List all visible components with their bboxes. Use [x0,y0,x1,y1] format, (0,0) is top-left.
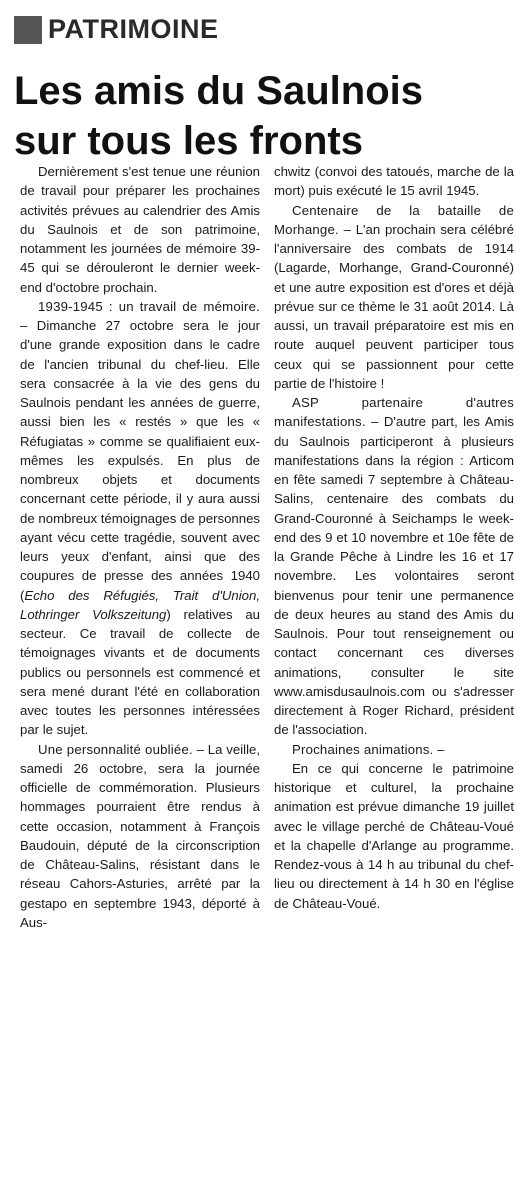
subhead-memoire: 1939-1945 : un travail de mémoire. [38,298,260,314]
paragraph-personnalite [20,740,260,933]
headline-line-2: sur tous les fronts [14,119,363,163]
text-personnalite: – La veille, samedi 26 octobre, sera la journée officielle de commémoration. Plusieurs hommages pourraient être rendus à cette occasion, notamment à François Baudouin, député de la circonscription de Château-Salins, résistant dans le réseau Cahors-Asturies, arrêté par la gestapo en septembre 1943, déporté à Aus- [20,741,260,930]
subhead-centenaire: Centenaire de la bataille de Morhange. [274,202,514,237]
paragraph-patrimoine: En ce qui concerne le patrimoine historique et culturel, la prochaine animation est prévue dimanche 19 juillet avec le village perché de Château-Voué et la chapelle d'Arlange au programme. Rendez-vous à 14 h au tribunal du chef-lieu ou directement à 14 h 30 en l'église de Château-Voué. [274,760,514,911]
subhead-animations: Prochaines animations. [292,741,434,757]
headline-line-1: Les amis du Saulnois [14,69,424,113]
section-rubric [14,14,219,45]
rubric-block-icon [14,16,42,44]
headline [14,66,514,166]
paragraph-memoire [20,297,260,740]
text-memoire-b: ) relatives au secteur. Ce travail de collecte de témoignages vivants et de documents publics ou personnels est commencé et sera mené durant l'été en collaboration avec toutes les personnes intéressées par le sujet. [20,606,260,738]
paragraph-partenaire [274,393,514,740]
text-centenaire: – L'an prochain sera célébré l'anniversaire des combats de 1914 (Lagarde, Morhange, Grand-Couronné) et une autre exposition est d'ores et déjà prévue sur ce thème le 31 août 2014. Là aussi, un travail préparatoire est mis en route auquel peuvent participer tous ceux qui se passionnent pour cette partie de l'histoire ! [274,221,514,391]
text-animations-dash: – [433,741,445,757]
article-column-right [274,162,514,913]
text-memoire-titles: Echo des Réfugiés, Trait d'Union, Lothringer Volkszeitung [20,587,260,622]
article-column-left [20,162,260,932]
text-partenaire: – D'autre part, les Amis du Saulnois participeront à plusieurs manifestations dans la région : Articom en fête samedi 7 septembre à Château-Salins, centenaire des combats du Grand-Couronné à Seichamps le week-end des 9 et 10 novembre et 10e fête de la Grande Pêche à Lindre les 16 et 17 novembre. Les volontaires seront bienvenus pour tenir une permanence de deux heures au stand des Amis du Saulnois. Pour tout renseignement ou contact concernant ces diverses animations, consulter le site www.amisdusaulnois.com ou s'adresser directement à Roger Richard, président de l'association. [274,414,514,738]
paragraph-continuation: chwitz (convoi des tatoués, marche de la mort) puis exécuté le 15 avril 1945. [274,164,514,199]
paragraph-centenaire [274,201,514,394]
text-memoire-a: – Dimanche 27 octobre sera le jour d'une grande exposition dans le cadre de l'ancien tribunal du chef-lieu. Elle sera consacrée à la vie des gens du Saulnois pendant les années de guerre, aussi bien les « restés » que les « Réfugiatas » comme se qualifiaient eux-mêmes les expulsés. En plus de nombreux objets et documents concernant cette période, il y aura aussi de nombreux témoignages de personnes ayant vécu cette tragédie, souvent avec leurs yeux d'enfant, ainsi que des coupures de presse des années 1940 ( [20,318,260,603]
subhead-personnalite: Une personnalité oubliée. [38,741,193,757]
subhead-partenaire: ASP partenaire d'autres manifestations. [274,395,514,430]
rubric-label: PATRIMOINE [48,14,219,44]
paragraph-intro: Dernièrement s'est tenue une réunion de travail pour préparer les prochaines activités prévues au calendrier des Amis du Saulnois et de son patrimoine, notamment les journées de mémoire 39-45 qui se dérouleront le dernier week-end d'octobre prochain. [20,164,260,295]
paragraph-animations [274,740,514,759]
